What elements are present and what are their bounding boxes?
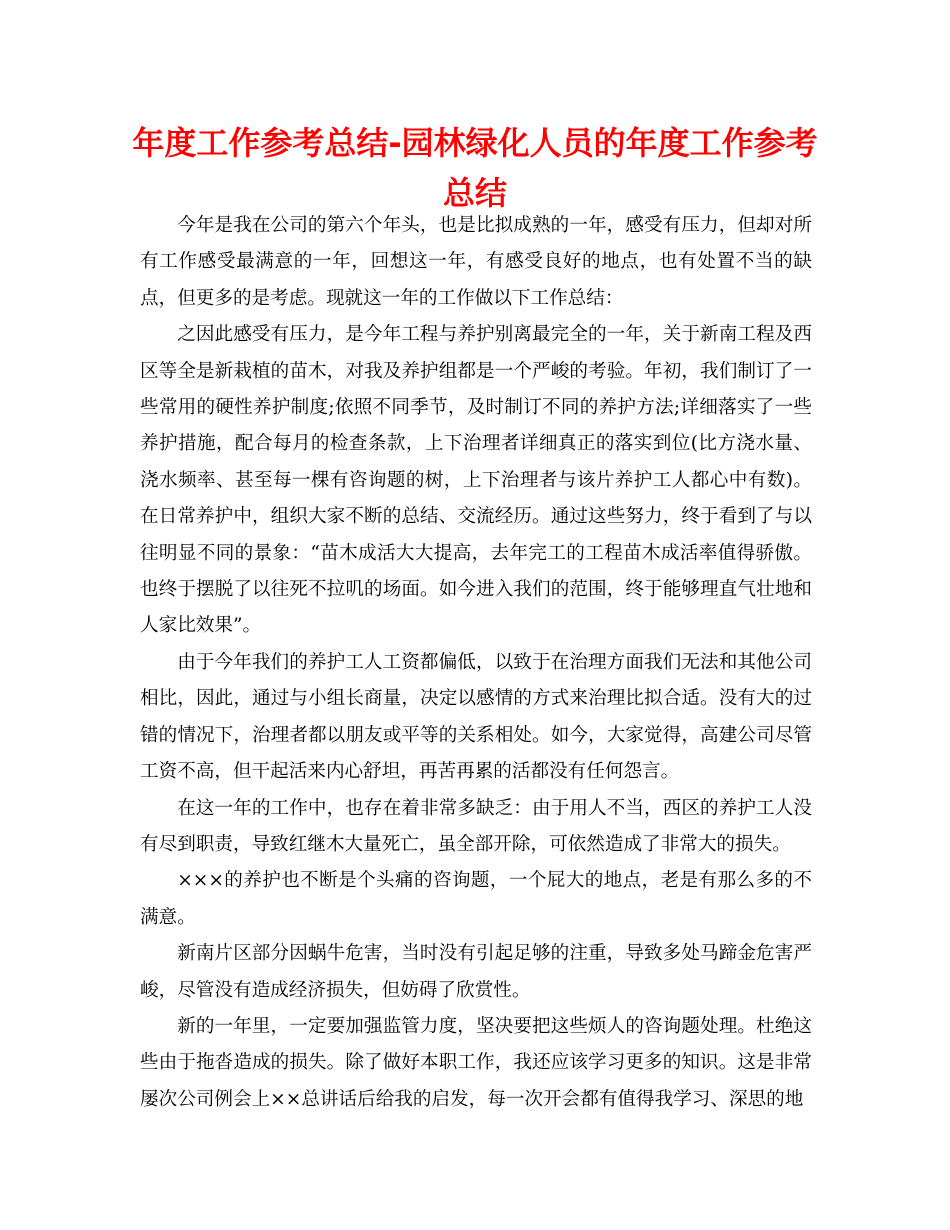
paragraph-7: 新的一年里，一定要加强监管力度，坚决要把这些烦人的咨询题处理。杜绝这些由于拖沓造成的损失。除了做好本职工作，我还应该学习更多的知识。这是非常屡次公司例会上××总讲话后给我的启发，每一次开会都有值得我学习、深思的地 bbox=[140, 1015, 812, 1110]
paragraph-5: ×××的养护也不断是个头痛的咨询题，一个屁大的地点，老是有那么多的不满意。 bbox=[140, 870, 812, 928]
paragraph-3: 由于今年我们的养护工人工资都偏低，以致于在治理方面我们无法和其他公司相比，因此，通过与小组长商量，决定以感情的方式来治理比拟合适。没有大的过错的情况下，治理者都以朋友或平等的关系相处。如今，大家觉得，高建公司尽管工资不高，但干起活来内心舒坦，再苦再累的活都没有任何怨言。 bbox=[140, 651, 812, 783]
page-title: 年度工作参考总结-园林绿化人员的年度工作参考总结 bbox=[132, 124, 818, 212]
paragraph-6: 新南片区部分因蜗牛危害，当时没有引起足够的注重，导致多处马蹄金危害严峻，尽管没有造成经济损失，但妨碍了欣赏性。 bbox=[140, 943, 812, 1001]
paragraph-1: 今年是我在公司的第六个年头，也是比拟成熟的一年，感受有压力，但却对所有工作感受最满意的一年，回想这一年，有感受良好的地点，也有处置不当的缺点，但更多的是考虑。现就这一年的工作做以下工作总结： bbox=[140, 215, 812, 309]
document-body bbox=[140, 208, 812, 1118]
paragraph-4: 在这一年的工作中，也存在着非常多缺乏：由于用人不当，西区的养护工人没有尽到职责，导致红继木大量死亡，虽全部开除，可依然造成了非常大的损失。 bbox=[140, 797, 812, 855]
paragraph-2: 之因此感受有压力，是今年工程与养护别离最完全的一年，关于新南工程及西区等全是新栽植的苗木，对我及养护组都是一个严峻的考验。年初，我们制订了一些常用的硬性养护制度;依照不同季节，及时制订不同的养护方法;详细落实了一些养护措施，配合每月的检查条款，上下治理者详细真正的落实到位(比方浇水量、浇水频率、甚至每一棵有咨询题的树，上下治理者与该片养护工人都心中有数)。在日常养护中，组织大家不断的总结、交流经历。通过这些努力，终于看到了与以往明显不同的景象：“苗木成活大大提高，去年完工的工程苗木成活率值得骄傲。也终于摆脱了以往死不拉叽的场面。如今进入我们的范围，终于能够理直气壮地和人家比效果”。 bbox=[140, 324, 812, 637]
